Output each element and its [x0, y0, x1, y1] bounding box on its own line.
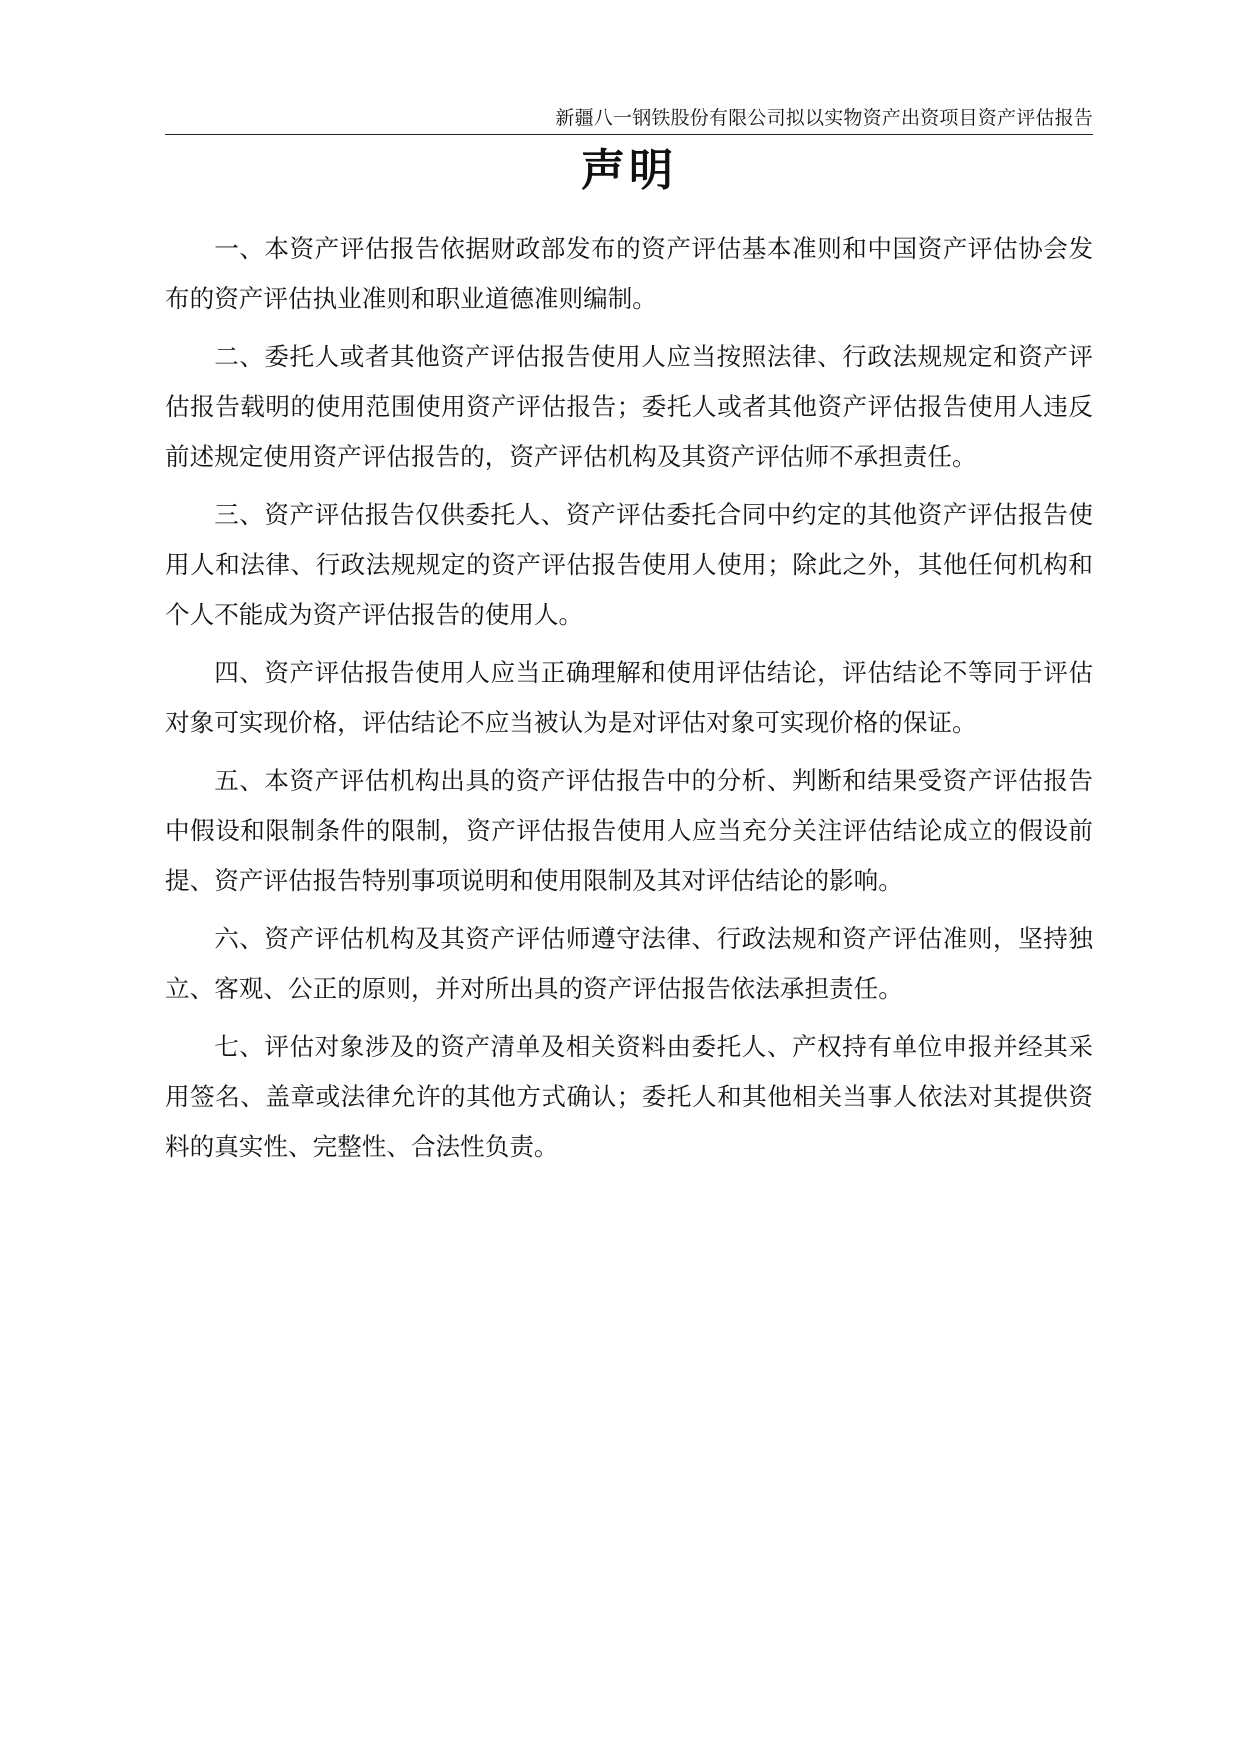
clause-5: 五、本资产评估机构出具的资产评估报告中的分析、判断和结果受资产评估报告中假设和限制条件的限制，资产评估报告使用人应当充分关注评估结论成立的假设前提、资产评估报告特别事项说明和使用限制及其对评估结论的影响。 [165, 766, 1093, 895]
clause-4: 四、资产评估报告使用人应当正确理解和使用评估结论，评估结论不等同于评估对象可实现价格，评估结论不应当被认为是对评估对象可实现价格的保证。 [165, 658, 1093, 737]
clause-1: 一、本资产评估报告依据财政部发布的资产评估基本准则和中国资产评估协会发布的资产评估执业准则和职业道德准则编制。 [165, 234, 1093, 313]
statement-body [165, 224, 1093, 1180]
clause-2: 二、委托人或者其他资产评估报告使用人应当按照法律、行政法规规定和资产评估报告载明的使用范围使用资产评估报告；委托人或者其他资产评估报告使用人违反前述规定使用资产评估报告的，资产评估机构及其资产评估师不承担责任。 [165, 342, 1093, 471]
clause-7: 七、评估对象涉及的资产清单及相关资料由委托人、产权持有单位申报并经其采用签名、盖章或法律允许的其他方式确认；委托人和其他相关当事人依法对其提供资料的真实性、完整性、合法性负责。 [165, 1032, 1093, 1161]
header-text: 新疆八一钢铁股份有限公司拟以实物资产出资项目资产评估报告 [555, 107, 1093, 129]
clause-6: 六、资产评估机构及其资产评估师遵守法律、行政法规和资产评估准则，坚持独立、客观、公正的原则，并对所出具的资产评估报告依法承担责任。 [165, 924, 1093, 1003]
page-title: 声明 [581, 145, 677, 196]
clause-3: 三、资产评估报告仅供委托人、资产评估委托合同中约定的其他资产评估报告使用人和法律、行政法规规定的资产评估报告使用人使用；除此之外，其他任何机构和个人不能成为资产评估报告的使用人。 [165, 500, 1093, 629]
page-header [165, 104, 1093, 135]
